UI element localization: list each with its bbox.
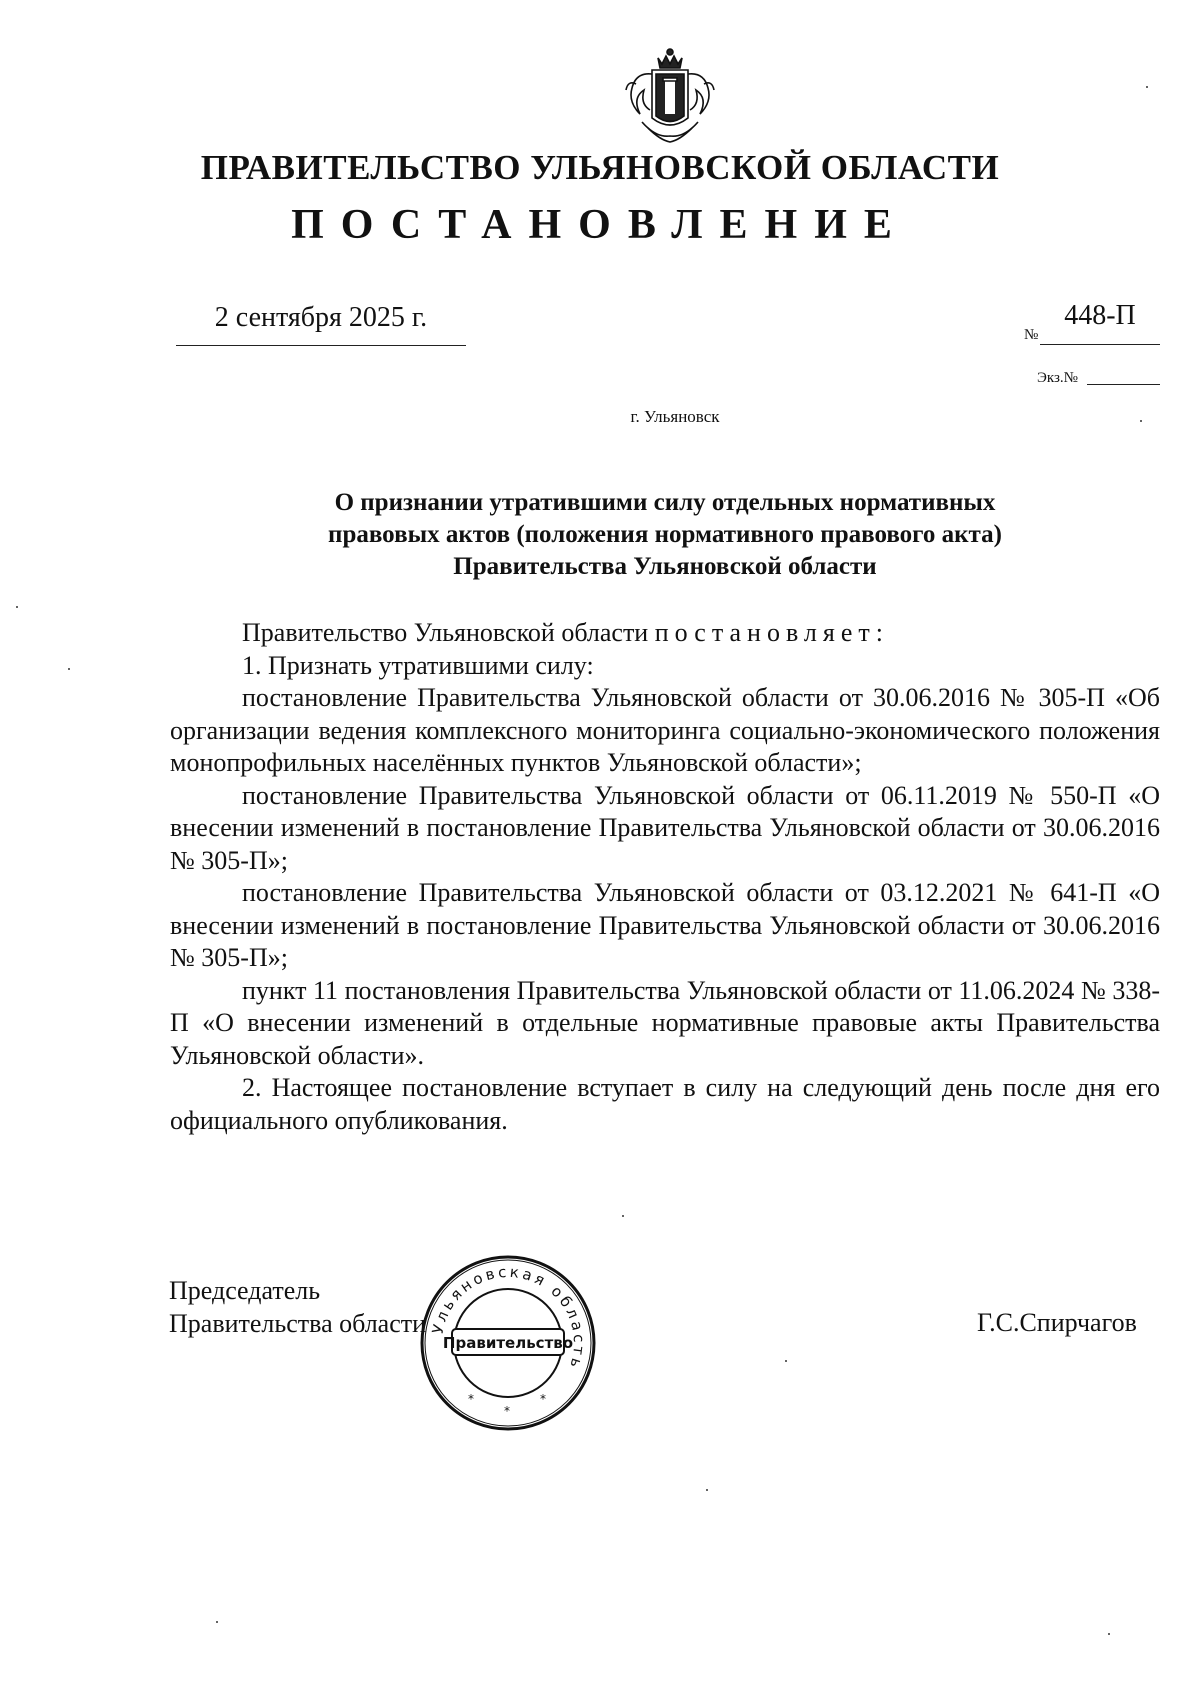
- repealed-act-1: постановление Правительства Ульяновской области от 30.06.2016 № 305-П «Об организации ведения комплексного мониторинга социально-экономического положения монопрофильных населённых пунктов Ульяновской области»;: [170, 683, 1160, 777]
- signatory-title-line: Правительства области: [169, 1309, 427, 1338]
- scan-speck: [1108, 1633, 1110, 1635]
- official-seal: [418, 1253, 598, 1433]
- signatory-name: Г.С.Спирчагов: [977, 1308, 1137, 1337]
- scan-speck: [16, 606, 18, 608]
- document-number: 448-П: [1064, 300, 1136, 331]
- scan-speck: [706, 1489, 708, 1491]
- intro-prefix: Правительство Ульяновской области: [242, 618, 649, 647]
- repealed-act-3: постановление Правительства Ульяновской области от 03.12.2021 № 641-П «О внесении изменений в постановление Правительства Ульяновской области от 30.06.2016 № 305-П»;: [170, 878, 1160, 972]
- title-line: О признании утратившими силу отдельных нормативных: [334, 489, 996, 516]
- item-1: 1. Признать утратившими силу:: [242, 650, 594, 680]
- seal-center-text: Правительство: [442, 1334, 574, 1352]
- scan-speck: [785, 1360, 787, 1362]
- repealed-act-4: пункт 11 постановления Правительства Ульяновской области от 11.06.2024 № 338-П «О внесении изменений в отдельные нормативные правовые акты Правительства Ульяновской области».: [170, 975, 1160, 1070]
- repealed-act-2: постановление Правительства Ульяновской области от 06.11.2019 № 550-П «О внесении изменений в постановление Правительства Ульяновской области от 30.06.2016 № 305-П»;: [170, 780, 1160, 875]
- scan-speck: [68, 668, 70, 670]
- scan-speck: [1140, 420, 1142, 422]
- copy-number-label: Экз.№: [1037, 370, 1078, 386]
- number-underline: [1040, 344, 1160, 345]
- intro-paragraph: [170, 617, 1160, 650]
- document-title: [250, 487, 1080, 583]
- resolves-word: постановляет:: [654, 618, 889, 647]
- svg-text:*: *: [468, 1392, 474, 1406]
- coat-of-arms-icon: [622, 44, 718, 144]
- document-date: 2 сентября 2025 г.: [214, 302, 428, 333]
- document-type: ПОСТАНОВЛЕНИЕ: [291, 202, 909, 248]
- number-sign: №: [1024, 327, 1039, 343]
- signatory-title: [169, 1274, 426, 1340]
- seal-ring-text: Ульяновская область: [428, 1262, 589, 1373]
- scan-speck: [216, 1621, 218, 1623]
- scan-speck: [622, 1215, 624, 1217]
- title-line: правовых актов (положения нормативного правового акта): [328, 521, 1002, 548]
- date-underline: [176, 345, 466, 346]
- city: г. Ульяновск: [630, 407, 720, 426]
- scan-speck: [1146, 86, 1148, 88]
- title-line: Правительства Ульяновской области: [453, 553, 877, 580]
- government-name: ПРАВИТЕЛЬСТВО УЛЬЯНОВСКОЙ ОБЛАСТИ: [200, 148, 1000, 187]
- signatory-title-line: Председатель: [169, 1276, 321, 1305]
- copy-number-underline: [1087, 384, 1160, 385]
- svg-text:*: *: [504, 1404, 510, 1418]
- item-2: 2. Настоящее постановление вступает в силу на следующий день после дня его официального опубликования.: [170, 1073, 1160, 1135]
- document-body: [170, 617, 1160, 1137]
- svg-text:*: *: [540, 1392, 546, 1406]
